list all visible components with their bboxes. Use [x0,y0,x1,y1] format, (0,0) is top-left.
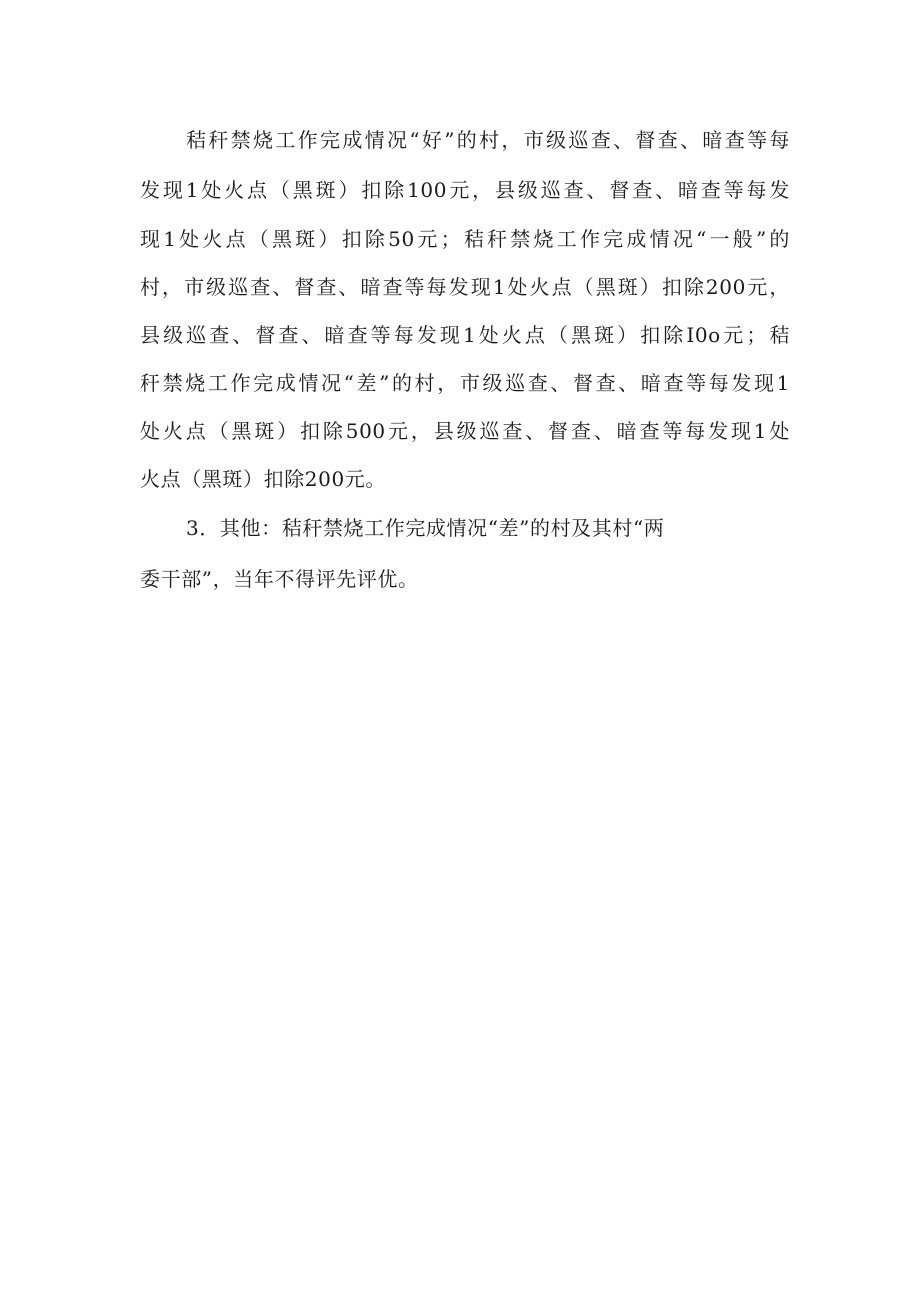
paragraph-2-line-2: 委干部”，当年不得评先评优。 [140,567,419,591]
paragraph-1-line-6: 秆禁烧工作完成情况“差”的村，市级巡查、督查、暗查等每发现1 [140,371,790,395]
paragraph-1-line-5: 县级巡查、督查、暗查等每发现1处火点（黑斑）扣除I0o元；秸 [140,323,790,347]
paragraph-1-line-2: 发现1处火点（黑斑）扣除100元，县级巡查、督查、暗查等每发 [140,178,790,202]
paragraph-1-line-7: 处火点（黑斑）扣除500元，县级巡查、督查、暗查等每发现1处 [140,419,790,443]
paragraph-2-line-1: 3．其他：秸秆禁烧工作完成情况“差”的村及其村“两 [186,516,665,540]
paragraph-1-line-8: 火点（黑斑）扣除200元。 [140,467,386,491]
paragraph-1-line-3: 现1处火点（黑斑）扣除50元；秸秆禁烧工作完成情况“一般”的 [140,227,790,251]
paragraph-1-line-4: 村，市级巡查、督查、暗查等每发现1处火点（黑斑）扣除200元， [140,275,790,299]
paragraph-1-line-1: 秸秆禁烧工作完成情况“好”的村，市级巡查、督查、暗查等每 [186,128,790,152]
